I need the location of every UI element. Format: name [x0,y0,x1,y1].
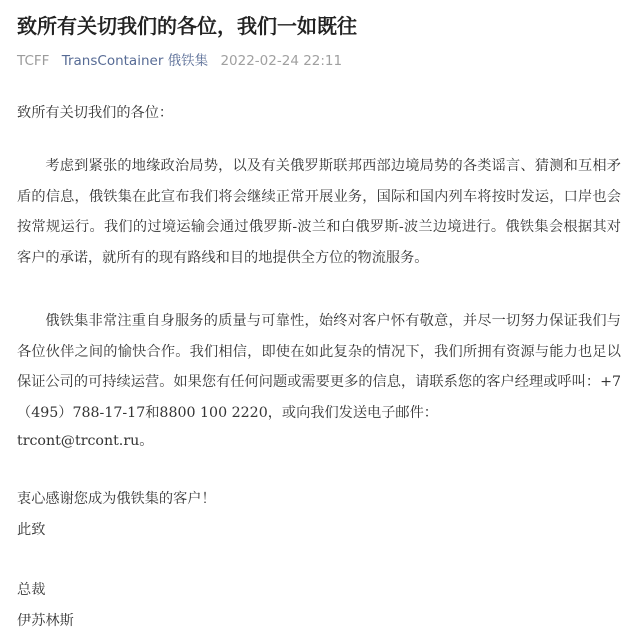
paragraph-1: 考虑到紧张的地缘政治局势，以及有关俄罗斯联邦西部边境局势的各类谣言、猜测和互相矛盾的信息，俄铁集在此宣布我们将会继续正常开展业务，国际和国内列车将按时发运，口岸也会按常规运行。我们的过境运输会通过俄罗斯-波兰和白俄罗斯-波兰边境进行。俄铁集会根据其对客户的承诺，就所有的现有路线和目的地提供全方位的物流服务。 [17,158,621,266]
account-name-link[interactable]: TransContainer 俄铁集 [61,53,209,69]
email-address: trcont@trcont.ru。 [17,433,154,449]
publish-date: 2022-02-24 22:11 [220,53,343,69]
salutation: 致所有关切我们的各位： [17,105,174,121]
article-meta [17,51,350,71]
signature-title: 总裁 [17,582,46,598]
paragraph-2: 俄铁集非常注重自身服务的质量与可靠性，始终对客户怀有敬意，并尽一切努力保证我们与各位伙伴之间的愉快合作。我们相信，即使在如此复杂的情况下，我们所拥有资源与能力也足以保证公司的可持续运营。如果您有任何问题或需要更多的信息，请联系您的客户经理或呼叫：+7（495）788-17-17和8800 100 2220，或向我们发送电子邮件： [17,313,621,421]
closing-line: 此致 [17,522,46,538]
article-title: 致所有关切我们的各位，我们一如既往 [17,14,357,38]
thanks-line: 衷心感谢您成为俄铁集的客户！ [17,491,216,507]
signature-name: 伊苏林斯 [17,613,74,629]
article-source: TCFF [17,53,50,69]
